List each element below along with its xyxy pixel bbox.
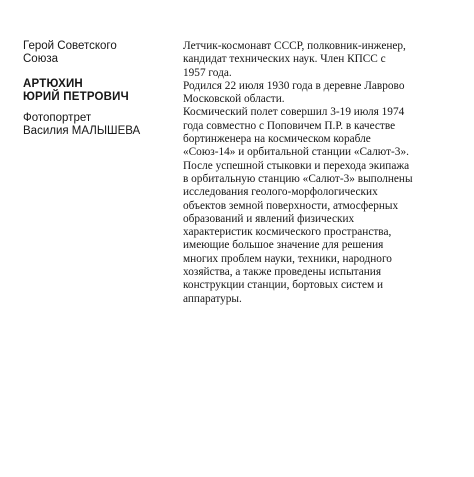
bio-line: «Союз-14» и орбитальной станции «Салют-3». bbox=[183, 146, 409, 159]
bio-line: бортинженера на космическом корабле bbox=[183, 133, 371, 146]
surname: АРТЮХИН bbox=[23, 78, 83, 90]
bio-line: года совместно с Поповичем П.Р. в качестве bbox=[183, 119, 396, 132]
bio-line: кандидат технических наук. Член КПСС с bbox=[183, 53, 386, 66]
bio-line: аппаратуры. bbox=[183, 292, 242, 305]
bio-line: конструкции станции, бортовых систем и bbox=[183, 279, 384, 292]
bio-line: Космический полет совершил 3-19 июля 1974 bbox=[183, 106, 405, 119]
bio-line: После успешной стыковки и перехода экипажа bbox=[183, 159, 410, 172]
bio-line: образований и явлений физических bbox=[183, 212, 355, 225]
bio-line: имеющие большое значение для решения bbox=[183, 239, 384, 252]
award-title bbox=[23, 40, 173, 66]
bio-line: Родился 22 июля 1930 года в деревне Лаврово bbox=[183, 79, 405, 92]
biography-text bbox=[183, 40, 413, 306]
award-title-line: Союза bbox=[23, 53, 58, 65]
photo-credit-line: Фотопортрет bbox=[23, 112, 92, 124]
given-names: ЮРИЙ ПЕТРОВИЧ bbox=[23, 91, 129, 103]
bio-line: характеристик космического пространства, bbox=[183, 226, 392, 239]
photo-credit-line: Василия МАЛЫШЕВА bbox=[23, 125, 141, 137]
bio-line: Летчик-космонавт СССР, полковник-инженер, bbox=[183, 40, 406, 52]
bio-line: объектов земной поверхности, атмосферных bbox=[183, 199, 399, 212]
photo-credit bbox=[23, 112, 173, 138]
award-title-line: Герой Советского bbox=[23, 40, 117, 52]
bio-line: 1957 года. bbox=[183, 66, 232, 79]
bio-line: исследования геолого-морфологических bbox=[183, 186, 378, 199]
bio-line: Московской области. bbox=[183, 93, 285, 106]
bio-line: хозяйства, а также проведены испытания bbox=[183, 266, 382, 279]
caption-column bbox=[23, 40, 173, 138]
person-name bbox=[23, 78, 173, 104]
bio-line: многих проблем науки, техники, народного bbox=[183, 252, 392, 265]
bio-line: в орбитальную станцию «Салют-3» выполнены bbox=[183, 172, 413, 185]
